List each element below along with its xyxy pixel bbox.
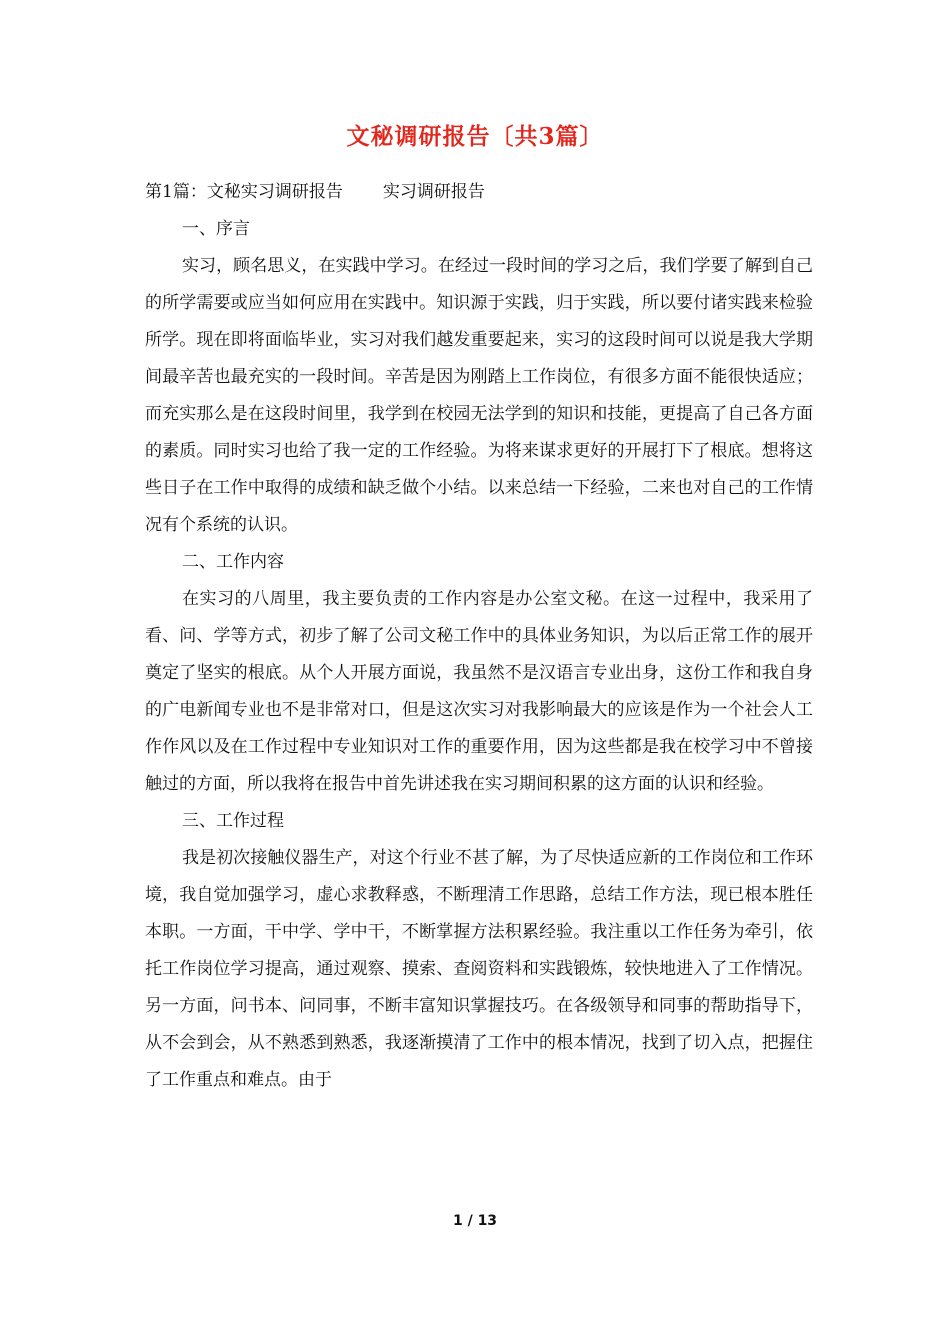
document-body [145, 174, 813, 1099]
heading-work-process: 三、工作过程 [182, 811, 284, 831]
subtitle-part: 第1篇：文秘实习调研报告 [145, 182, 343, 202]
paragraph-work-process: 我是初次接触仪器生产，对这个行业不甚了解，为了尽快适应新的工作岗位和工作环境，我自觉加强学习，虚心求教释惑，不断理清工作思路，总结工作方法，现已根本胜任本职。一方面，干中学、学中干，不断掌握方法积累经验。我注重以工作任务为牵引，依托工作岗位学习提高，通过观察、摸索、查阅资料和实践锻炼，较快地进入了工作情况。另一方面，问书本、问同事，不断丰富知识掌握技巧。在各级领导和同事的帮助指导下，从不会到会，从不熟悉到熟悉，我逐渐摸清了工作中的根本情况，找到了切入点，把握住了工作重点和难点。由于 [145, 848, 813, 1090]
heading-work-content: 二、工作内容 [182, 552, 284, 572]
paragraph-work-content: 在实习的八周里，我主要负责的工作内容是办公室文秘。在这一过程中，我采用了看、问、学等方式，初步了解了公司文秘工作中的具体业务知识，为以后正常工作的展开奠定了坚实的根底。从个人开展方面说，我虽然不是汉语言专业出身，这份工作和我自身的广电新闻专业也不是非常对口，但是这次实习对我影响最大的应该是作为一个社会人工作作风以及在工作过程中专业知识对工作的重要作用，因为这些都是我在校学习中不曾接触过的方面，所以我将在报告中首先讲述我在实习期间积累的这方面的认识和经验。 [145, 589, 813, 794]
page-total: 13 [477, 1213, 498, 1229]
subtitle-name: 实习调研报告 [382, 182, 485, 202]
page-current: 1 [452, 1213, 463, 1229]
page-separator: / [467, 1213, 473, 1229]
section-subtitle [145, 174, 813, 211]
subtitle-gap [343, 174, 383, 211]
heading-preface: 一、序言 [182, 219, 250, 239]
paragraph-preface: 实习，顾名思义，在实践中学习。在经过一段时间的学习之后，我们学要了解到自己的所学需要或应当如何应用在实践中。知识源于实践，归于实践，所以要付诸实践来检验所学。现在即将面临毕业，实习对我们越发重要起来，实习的这段时间可以说是我大学期间最辛苦也最充实的一段时间。辛苦是因为刚踏上工作岗位，有很多方面不能很快适应；而充实那么是在这段时间里，我学到在校园无法学到的知识和技能，更提高了自己各方面的素质。同时实习也给了我一定的工作经验。为将来谋求更好的开展打下了根底。想将这些日子在工作中取得的成绩和缺乏做个小结。以来总结一下经验，二来也对自己的工作情况有个系统的认识。 [145, 256, 813, 535]
page-title: 文秘调研报告〔共3篇〕 [346, 123, 604, 150]
page-number [0, 1213, 950, 1229]
